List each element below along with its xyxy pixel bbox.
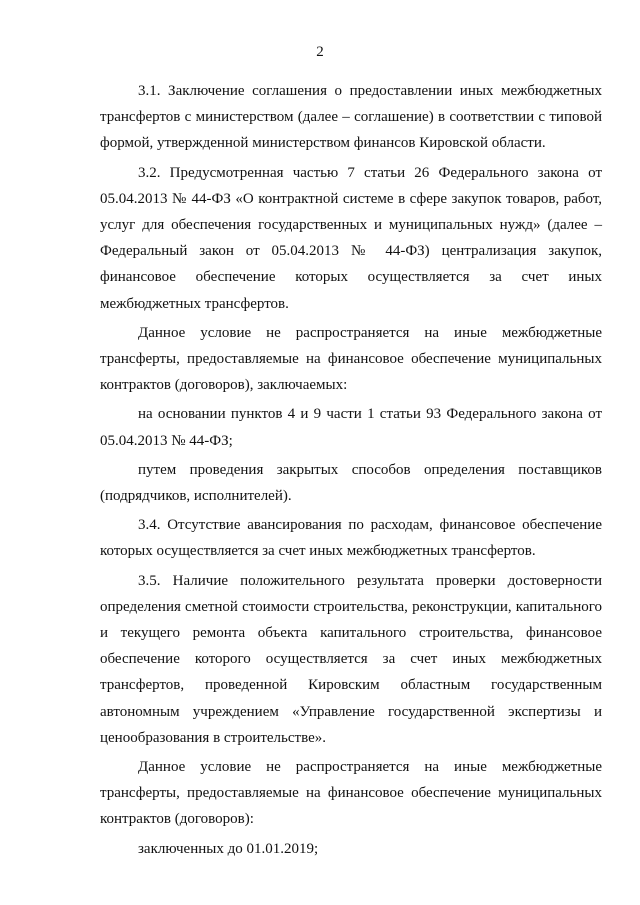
page-number: 2 <box>316 44 324 60</box>
paragraph-3-4: 3.4. Отсутствие авансирования по расходам, финансовое обеспечение которых осуществляется за счет иных межбюджетных трансфертов. <box>100 517 602 560</box>
paragraph-exception-intro-2: Данное условие не распространяется на иные межбюджетные трансферты, предоставляемые на финансовое обеспечение муниципальных контрактов (договоров): <box>100 759 602 828</box>
paragraph-exception-item-3: заключенных до 01.01.2019; <box>138 840 319 857</box>
paragraph-3-1: 3.1. Заключение соглашения о предоставлении иных межбюджетных трансфертов с министерством (далее – соглашение) в соответствии с типовой формой, утвержденной министерством финансов Кировской области. <box>100 83 602 152</box>
paragraph-exception-item-2: путем проведения закрытых способов определения поставщиков (подрядчиков, исполнителей). <box>100 461 602 505</box>
paragraph-exception-intro: Данное условие не распространяется на иные межбюджетные трансферты, предоставляемые на финансовое обеспечение муниципальных контрактов (договоров), заключаемых: <box>100 324 602 394</box>
paragraph-3-2: 3.2. Предусмотренная частью 7 статьи 26 Федерального закона от 05.04.2013 № 44-ФЗ «О контрактной системе в сфере закупок товаров, работ, услуг для обеспечения государственных и муниципальных нужд» (далее – Федеральный закон от 05.04.2013 № 44-ФЗ) централизация закупок, финансовое обеспечение которых осуществляется за счет иных межбюджетных трансфертов. <box>100 164 602 312</box>
document-body <box>100 78 602 862</box>
paragraph-3-5: 3.5. Наличие положительного результата проверки достоверности определения сметной стоимости строительства, реконструкции, капитального и текущего ремонта объекта капитального строительства, финансовое обеспечение которого осуществляется за счет иных межбюджетных трансфертов, проведенной Кировским областным государственным автономным учреждением «Управление государственной экспертизы и ценообразования в строительстве». <box>100 572 602 746</box>
paragraph-exception-item-1: на основании пунктов 4 и 9 части 1 статьи 93 Федерального закона от 05.04.2013 № 44-ФЗ; <box>100 406 602 449</box>
